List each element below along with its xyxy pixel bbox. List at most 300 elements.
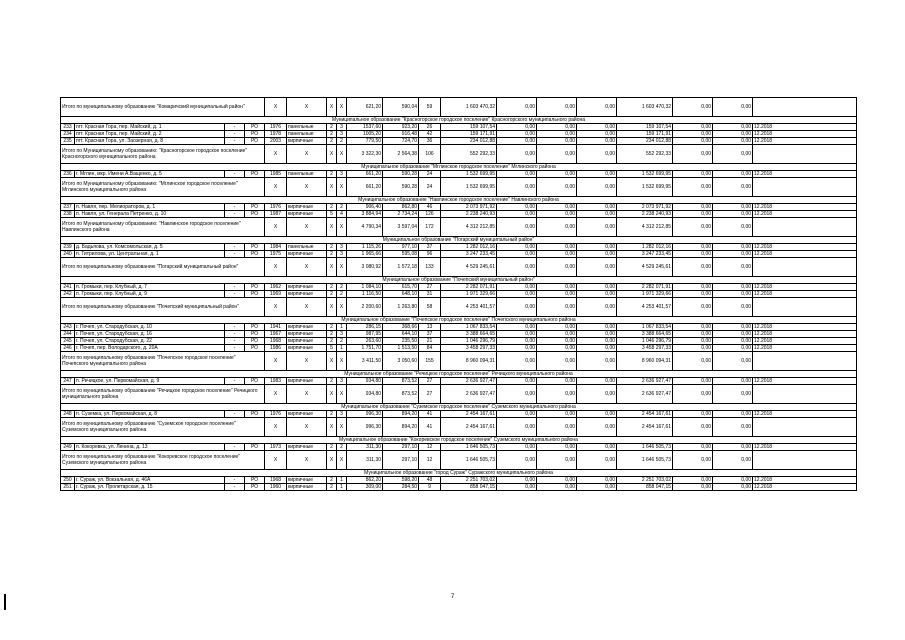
cell: 0,00 bbox=[577, 171, 617, 178]
cell: 1 532 699,95 bbox=[441, 178, 497, 197]
cell: X bbox=[287, 258, 327, 277]
cell: панельные bbox=[287, 171, 327, 178]
cell: 234 012,88 bbox=[441, 138, 497, 145]
register-sheet bbox=[60, 97, 856, 491]
cell: 12.2018 bbox=[753, 138, 857, 145]
cell: 3 411,50 bbox=[347, 352, 383, 371]
cell: 12.2018 bbox=[753, 338, 857, 345]
cell: 1 046 296,79 bbox=[441, 338, 497, 345]
cell: 0,00 bbox=[537, 284, 577, 291]
cell: 0,00 bbox=[713, 244, 753, 251]
subtotal-row bbox=[61, 178, 857, 197]
margin-mark bbox=[4, 594, 6, 610]
cell: 3 247 233,45 bbox=[441, 251, 497, 258]
cell: 26 bbox=[419, 124, 441, 131]
cell: 2 bbox=[327, 411, 337, 418]
cell: 996,30 bbox=[347, 418, 383, 437]
cell: 1976 bbox=[265, 411, 287, 418]
cell: РО bbox=[245, 444, 265, 451]
cell: X bbox=[337, 98, 347, 117]
cell: 0,00 bbox=[497, 138, 537, 145]
cell: 12.2018 bbox=[753, 291, 857, 298]
cell: 0,00 bbox=[537, 138, 577, 145]
cell: 12.2018 bbox=[753, 211, 857, 218]
cell: 1 532 699,95 bbox=[617, 178, 673, 197]
cell: X bbox=[287, 352, 327, 371]
cell: 8 960 094,31 bbox=[617, 352, 673, 371]
cell: 2 238 240,93 bbox=[441, 211, 497, 218]
cell: г. Сураж, ул. Пролетарская, д. 15 bbox=[75, 484, 225, 491]
cell: 1968 bbox=[265, 477, 287, 484]
cell bbox=[753, 178, 857, 197]
cell: 286,15 bbox=[347, 324, 383, 331]
cell: 552 292,33 bbox=[617, 145, 673, 164]
cell: 0,00 bbox=[673, 244, 713, 251]
cell: 1984 bbox=[265, 244, 287, 251]
table-row bbox=[61, 324, 857, 331]
cell: 3 bbox=[337, 124, 347, 131]
cell: 1969 bbox=[265, 291, 287, 298]
cell: 0,00 bbox=[577, 352, 617, 371]
cell: 0,00 bbox=[577, 324, 617, 331]
cell: 2 251 703,02 bbox=[617, 477, 673, 484]
cell: 0,00 bbox=[537, 124, 577, 131]
cell: 0,00 bbox=[497, 291, 537, 298]
cell: 246 bbox=[61, 345, 75, 352]
cell: X bbox=[337, 298, 347, 317]
table-row bbox=[61, 211, 857, 218]
cell: кирпичные bbox=[287, 324, 327, 331]
cell: РО bbox=[245, 378, 265, 385]
cell: 1 bbox=[337, 484, 347, 491]
cell: 1 603 470,32 bbox=[441, 98, 497, 117]
cell: 250 bbox=[61, 477, 75, 484]
cell: 251 bbox=[61, 484, 75, 491]
cell: 1 532 699,95 bbox=[617, 171, 673, 178]
cell: 239 bbox=[61, 244, 75, 251]
cell: 27 bbox=[419, 385, 441, 404]
cell: 0,00 bbox=[577, 298, 617, 317]
housing-register-table bbox=[60, 97, 857, 491]
cell: 0,00 bbox=[497, 98, 537, 117]
cell: 0,00 bbox=[497, 211, 537, 218]
cell: X bbox=[327, 298, 337, 317]
table-row bbox=[61, 291, 857, 298]
cell: 0,00 bbox=[537, 171, 577, 178]
cell: панельные bbox=[287, 244, 327, 251]
cell: 1 971 329,66 bbox=[617, 291, 673, 298]
cell: X bbox=[265, 218, 287, 237]
cell: 0,00 bbox=[497, 204, 537, 211]
cell: 0,00 bbox=[537, 291, 577, 298]
cell: X bbox=[287, 418, 327, 437]
cell: - bbox=[225, 284, 245, 291]
cell: 2 bbox=[327, 324, 337, 331]
cell: X bbox=[265, 451, 287, 470]
cell: 4 790,34 bbox=[347, 218, 383, 237]
cell: 0,00 bbox=[537, 131, 577, 138]
cell: 1 646 505,73 bbox=[617, 444, 673, 451]
cell: 1968 bbox=[265, 338, 287, 345]
cell: 2 bbox=[327, 138, 337, 145]
cell: 724,70 bbox=[383, 138, 419, 145]
cell: 0,00 bbox=[537, 204, 577, 211]
cell: 0,00 bbox=[577, 477, 617, 484]
cell: кирпичные bbox=[287, 138, 327, 145]
table-row bbox=[61, 244, 857, 251]
cell: 12.2018 bbox=[753, 251, 857, 258]
cell: РО bbox=[245, 204, 265, 211]
cell: 24 bbox=[419, 171, 441, 178]
cell bbox=[753, 98, 857, 117]
cell: 248 bbox=[61, 411, 75, 418]
subtotal-label: Итого по муниципальному образованию "Комаричский муниципальный район" bbox=[61, 98, 265, 117]
cell: 0,00 bbox=[497, 251, 537, 258]
cell: 0,00 bbox=[577, 145, 617, 164]
cell: 1983 bbox=[265, 378, 287, 385]
cell: - bbox=[225, 345, 245, 352]
cell: 245 bbox=[61, 338, 75, 345]
cell: 1 116,50 bbox=[347, 291, 383, 298]
cell: 8 960 094,31 bbox=[441, 352, 497, 371]
cell: - bbox=[225, 131, 245, 138]
cell: 0,00 bbox=[673, 331, 713, 338]
cell: 31 bbox=[419, 291, 441, 298]
cell: 2 bbox=[327, 171, 337, 178]
cell: 1 115,26 bbox=[347, 244, 383, 251]
cell: РО bbox=[245, 171, 265, 178]
table-row bbox=[61, 331, 857, 338]
cell: 0,00 bbox=[673, 131, 713, 138]
cell: 0,00 bbox=[713, 411, 753, 418]
cell: 0,00 bbox=[713, 145, 753, 164]
cell: 1 513,50 bbox=[383, 345, 419, 352]
cell: кирпичные bbox=[287, 338, 327, 345]
cell: X bbox=[337, 418, 347, 437]
cell: 1 532 699,95 bbox=[441, 171, 497, 178]
cell: 0,00 bbox=[497, 378, 537, 385]
cell: X bbox=[287, 218, 327, 237]
cell: 923,20 bbox=[383, 124, 419, 131]
cell: 0,00 bbox=[673, 378, 713, 385]
cell: 12.2018 bbox=[753, 171, 857, 178]
cell: 1 646 505,73 bbox=[441, 444, 497, 451]
cell: 311,30 bbox=[347, 444, 383, 451]
cell: РО bbox=[245, 251, 265, 258]
cell: 12.2018 bbox=[753, 411, 857, 418]
cell: 1 bbox=[337, 477, 347, 484]
cell: п. Речицкое, ул. Первомайская, д. 9 bbox=[75, 378, 225, 385]
cell: X bbox=[265, 258, 287, 277]
cell: X bbox=[337, 218, 347, 237]
cell: - bbox=[225, 484, 245, 491]
cell: 1 965,66 bbox=[347, 251, 383, 258]
cell: 0,00 bbox=[577, 444, 617, 451]
section-title: Муниципальное образование "Суземское городское поселение" Суземского муниципального района bbox=[61, 404, 857, 411]
cell: 1 067 833,54 bbox=[441, 324, 497, 331]
cell: 0,00 bbox=[497, 284, 537, 291]
cell: кирпичные bbox=[287, 345, 327, 352]
cell: 858 047,15 bbox=[617, 484, 673, 491]
cell: 0,00 bbox=[537, 418, 577, 437]
cell: 12 bbox=[419, 444, 441, 451]
cell: кирпичные bbox=[287, 484, 327, 491]
cell: 1 bbox=[337, 345, 347, 352]
cell: 0,00 bbox=[577, 131, 617, 138]
table-row bbox=[61, 477, 857, 484]
cell: 0,00 bbox=[537, 345, 577, 352]
cell: X bbox=[287, 385, 327, 404]
cell: X bbox=[327, 218, 337, 237]
cell: 1987 bbox=[265, 211, 287, 218]
cell: 2 bbox=[327, 124, 337, 131]
cell: - bbox=[225, 171, 245, 178]
cell: РО bbox=[245, 338, 265, 345]
cell: 0,00 bbox=[537, 331, 577, 338]
cell: X bbox=[337, 385, 347, 404]
cell: 1 572,18 bbox=[383, 258, 419, 277]
cell: РО bbox=[245, 345, 265, 352]
cell: 37 bbox=[419, 331, 441, 338]
table-row bbox=[61, 138, 857, 145]
cell: 0,00 bbox=[673, 484, 713, 491]
cell: 126 bbox=[419, 211, 441, 218]
cell: 0,00 bbox=[673, 477, 713, 484]
cell: 4 253 401,57 bbox=[617, 298, 673, 317]
cell: 598,20 bbox=[383, 477, 419, 484]
subtotal-label: Итого по муниципальному образованию "Кокоревское городское поселение" Суземского муниципального района bbox=[61, 451, 265, 470]
table-row bbox=[61, 204, 857, 211]
cell: 297,10 bbox=[383, 444, 419, 451]
cell: - bbox=[225, 338, 245, 345]
cell: 934,80 bbox=[347, 385, 383, 404]
cell: кирпичные bbox=[287, 444, 327, 451]
cell: 0,00 bbox=[713, 124, 753, 131]
cell: 0,00 bbox=[673, 418, 713, 437]
cell: 2 bbox=[337, 204, 347, 211]
cell: 240 bbox=[61, 251, 75, 258]
cell: 0,00 bbox=[713, 251, 753, 258]
subtotal-label: Итого по Муниципальному образованию: "Навлинское городское поселение" Навлинского района bbox=[61, 218, 265, 237]
cell: 3 458 297,33 bbox=[441, 345, 497, 352]
cell: 0,00 bbox=[577, 378, 617, 385]
cell: пгт. Красная Гора, пер. Майский, д. 1 bbox=[75, 124, 225, 131]
cell: 2 282 071,91 bbox=[617, 284, 673, 291]
cell: 1986 bbox=[265, 345, 287, 352]
cell: X bbox=[265, 298, 287, 317]
cell: 0,00 bbox=[673, 218, 713, 237]
cell: 238 bbox=[61, 211, 75, 218]
cell: 27 bbox=[419, 378, 441, 385]
cell: РО bbox=[245, 484, 265, 491]
cell: 0,00 bbox=[577, 244, 617, 251]
subtotal-label: Итого по муниципальному образованию "Почепский муниципальный район" bbox=[61, 298, 265, 317]
cell: 0,00 bbox=[537, 444, 577, 451]
cell: 1 263,80 bbox=[383, 298, 419, 317]
cell: 0,00 bbox=[537, 218, 577, 237]
cell: 0,00 bbox=[577, 138, 617, 145]
cell: 0,00 bbox=[537, 477, 577, 484]
cell: 12.2018 bbox=[753, 484, 857, 491]
cell: 0,00 bbox=[497, 338, 537, 345]
cell: 873,52 bbox=[383, 378, 419, 385]
table-row bbox=[61, 444, 857, 451]
section-title: Муниципальное образование "Почепское городское поселение" Почепского муниципального района bbox=[61, 317, 857, 324]
cell: 0,00 bbox=[713, 98, 753, 117]
cell: 0,00 bbox=[537, 298, 577, 317]
cell: 2 bbox=[327, 204, 337, 211]
section-header-row bbox=[61, 117, 857, 124]
cell: 0,00 bbox=[577, 411, 617, 418]
cell: X bbox=[337, 352, 347, 371]
cell: 0,00 bbox=[673, 211, 713, 218]
cell: 0,00 bbox=[537, 211, 577, 218]
cell: кирпичные bbox=[287, 251, 327, 258]
cell: 2 564,38 bbox=[383, 145, 419, 164]
section-header-row bbox=[61, 404, 857, 411]
cell: пгт. Красная Гора, пер. Майский, д. 2 bbox=[75, 131, 225, 138]
cell: 4 312 212,85 bbox=[617, 218, 673, 237]
cell: 159 171,91 bbox=[441, 131, 497, 138]
cell: 0,00 bbox=[673, 385, 713, 404]
cell: 0,00 bbox=[577, 211, 617, 218]
section-header-row bbox=[61, 164, 857, 171]
cell: г. Почеп, ул. Стародубская, д. 10 bbox=[75, 324, 225, 331]
cell: 0,00 bbox=[497, 298, 537, 317]
cell: 2 bbox=[327, 251, 337, 258]
section-title: Муниципальное образование "Кокоревское городское поселение" Суземского муниципального района bbox=[61, 437, 857, 444]
cell: - bbox=[225, 124, 245, 131]
cell: - bbox=[225, 378, 245, 385]
cell: 4 bbox=[337, 211, 347, 218]
cell: - bbox=[225, 204, 245, 211]
cell: 0,00 bbox=[713, 298, 753, 317]
cell: 2 073 971,92 bbox=[441, 204, 497, 211]
cell: - bbox=[225, 291, 245, 298]
cell: панельные bbox=[287, 131, 327, 138]
cell: 0,00 bbox=[713, 378, 753, 385]
cell: 2 200,60 bbox=[347, 298, 383, 317]
cell bbox=[753, 298, 857, 317]
cell: 0,00 bbox=[673, 171, 713, 178]
cell: 159 107,54 bbox=[441, 124, 497, 131]
cell: РО bbox=[245, 124, 265, 131]
cell: 0,00 bbox=[577, 178, 617, 197]
cell: 996,30 bbox=[347, 411, 383, 418]
section-title: Муниципальное образование "Мглинское городское поселение" Мглинского района bbox=[61, 164, 857, 171]
cell: 0,00 bbox=[713, 218, 753, 237]
cell: 0,00 bbox=[497, 178, 537, 197]
cell: 2 636 927,47 bbox=[441, 385, 497, 404]
cell: - bbox=[225, 251, 245, 258]
section-title: Муниципальное образование "Погарский муниципальный район" bbox=[61, 237, 857, 244]
cell: РО bbox=[245, 324, 265, 331]
table-row bbox=[61, 124, 857, 131]
cell: 236 bbox=[61, 171, 75, 178]
cell: 977,10 bbox=[383, 244, 419, 251]
cell: 96 bbox=[419, 251, 441, 258]
cell: 2 bbox=[337, 444, 347, 451]
cell: 0,00 bbox=[497, 345, 537, 352]
cell: 0,00 bbox=[673, 284, 713, 291]
cell: 0,00 bbox=[673, 338, 713, 345]
cell: 0,00 bbox=[497, 484, 537, 491]
cell: 12.2018 bbox=[753, 444, 857, 451]
table-row bbox=[61, 338, 857, 345]
cell: 12.2018 bbox=[753, 378, 857, 385]
cell: X bbox=[265, 178, 287, 197]
cell: 0,00 bbox=[713, 284, 753, 291]
cell: 0,00 bbox=[577, 451, 617, 470]
cell: 36 bbox=[419, 138, 441, 145]
section-header-row bbox=[61, 237, 857, 244]
cell: 1 282 012,16 bbox=[617, 244, 673, 251]
table-row bbox=[61, 251, 857, 258]
cell: 0,00 bbox=[577, 345, 617, 352]
cell: 12.2018 bbox=[753, 284, 857, 291]
cell: - bbox=[225, 138, 245, 145]
cell: 234 012,88 bbox=[617, 138, 673, 145]
section-title: Муниципальное образование "Речицкое городское поселение" Речицкого муниципального района bbox=[61, 371, 857, 378]
cell: 862,80 bbox=[383, 204, 419, 211]
cell: 37 bbox=[419, 244, 441, 251]
cell: 661,20 bbox=[347, 178, 383, 197]
cell: 249 bbox=[61, 444, 75, 451]
cell: 309,00 bbox=[347, 484, 383, 491]
cell: 3 247 233,45 bbox=[617, 251, 673, 258]
cell: X bbox=[337, 178, 347, 197]
subtotal-row bbox=[61, 298, 857, 317]
cell: 0,00 bbox=[577, 251, 617, 258]
cell: 12.2018 bbox=[753, 131, 857, 138]
cell: 106 bbox=[419, 145, 441, 164]
cell: 3 bbox=[337, 171, 347, 178]
cell: 0,00 bbox=[537, 411, 577, 418]
cell: 0,00 bbox=[577, 204, 617, 211]
cell: 48 bbox=[419, 477, 441, 484]
cell: 0,00 bbox=[713, 338, 753, 345]
cell: 3 080,92 bbox=[347, 258, 383, 277]
section-title: Муниципальное образование "Красногорское городское поселение" Красногорского муниципального района bbox=[61, 117, 857, 124]
cell: X bbox=[265, 145, 287, 164]
cell: 2 bbox=[327, 378, 337, 385]
subtotal-row bbox=[61, 145, 857, 164]
cell: 2 bbox=[327, 338, 337, 345]
cell: 1975 bbox=[265, 251, 287, 258]
cell: 0,00 bbox=[713, 324, 753, 331]
cell: 24 bbox=[419, 178, 441, 197]
cell: РО bbox=[245, 477, 265, 484]
cell: X bbox=[287, 298, 327, 317]
cell: 1005,20 bbox=[347, 131, 383, 138]
cell: 0,00 bbox=[713, 131, 753, 138]
cell: X bbox=[287, 98, 327, 117]
cell: п. Громыки, пер. Клубный, д. 9 bbox=[75, 291, 225, 298]
cell: 0,00 bbox=[713, 451, 753, 470]
cell: 0,00 bbox=[497, 411, 537, 418]
cell bbox=[753, 258, 857, 277]
cell: 2 bbox=[327, 331, 337, 338]
cell: 0,00 bbox=[673, 258, 713, 277]
cell: 3 884,94 bbox=[347, 211, 383, 218]
cell: - bbox=[225, 211, 245, 218]
cell: 2 bbox=[337, 284, 347, 291]
cell: 2 bbox=[327, 284, 337, 291]
cell: 1 603 470,32 bbox=[617, 98, 673, 117]
cell: X bbox=[327, 145, 337, 164]
cell: 4 312 212,85 bbox=[441, 218, 497, 237]
cell: 3 388 664,65 bbox=[441, 331, 497, 338]
